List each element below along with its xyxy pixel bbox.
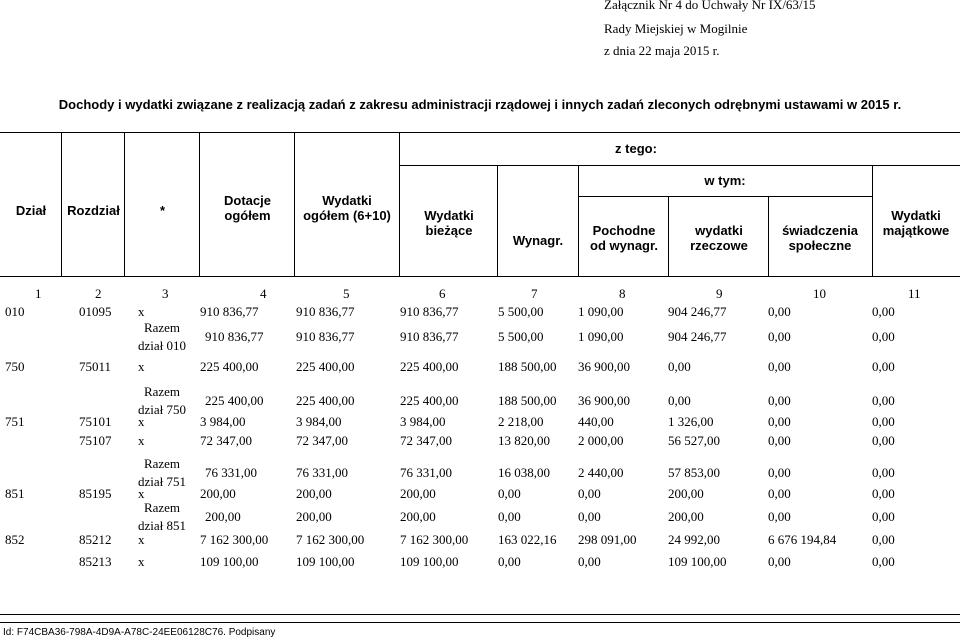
- razem-label-line2: dział 851: [137, 518, 186, 533]
- cell-value: 0,00: [768, 329, 791, 344]
- cell-value: 200,00: [296, 486, 332, 501]
- cell-value: 200,00: [668, 509, 704, 524]
- cell-value: 0,00: [498, 554, 521, 569]
- col-header-wydatki-biezace: Wydatki bieżące: [424, 207, 474, 238]
- cell-value: 0,00: [768, 359, 791, 374]
- razem-label: [124, 320, 200, 353]
- cell-marker: x: [138, 486, 145, 501]
- cell-value: 76 331,00: [400, 465, 452, 480]
- cell-value: 3 984,00: [200, 414, 246, 429]
- cell-value: 910 836,77: [400, 329, 459, 344]
- column-number-11: 11: [908, 286, 921, 301]
- cell-value: 13 820,00: [498, 433, 550, 448]
- col-header-z-tego: z tego:: [615, 140, 657, 156]
- cell-value: 200,00: [200, 486, 236, 501]
- cell-rozdzial: 75011: [79, 359, 112, 374]
- cell-value: 2 440,00: [578, 465, 624, 480]
- cell-value: 1 326,00: [668, 414, 714, 429]
- cell-value: 910 836,77: [200, 304, 259, 319]
- cell-value: 0,00: [872, 393, 895, 408]
- cell-value: 0,00: [872, 465, 895, 480]
- col-header-w-tym: w tym:: [704, 172, 746, 188]
- column-number-7: 7: [531, 286, 538, 301]
- cell-value: 225 400,00: [205, 393, 264, 408]
- cell-value: 0,00: [872, 486, 895, 501]
- cell-value: 0,00: [768, 414, 791, 429]
- razem-label-line1: Razem: [143, 320, 181, 335]
- col-header-pochodne: Pochodne od wynagr.: [590, 223, 658, 253]
- cell-marker: x: [138, 359, 145, 374]
- cell-dzial: 751: [5, 414, 25, 429]
- cell-value: 76 331,00: [205, 465, 257, 480]
- cell-value: 1 090,00: [578, 304, 624, 319]
- cell-value: 1 090,00: [578, 329, 624, 344]
- cell-value: 109 100,00: [296, 554, 355, 569]
- column-number-1: 1: [35, 286, 42, 301]
- cell-value: 0,00: [872, 433, 895, 448]
- cell-value: 36 900,00: [578, 359, 630, 374]
- cell-value: 36 900,00: [578, 393, 630, 408]
- col-header-wydatki-ogolem: Wydatki ogółem (6+10): [303, 192, 391, 223]
- column-number-10: 10: [813, 286, 826, 301]
- cell-value: 0,00: [872, 329, 895, 344]
- col-header-rzeczowe: wydatki rzeczowe: [690, 223, 748, 253]
- cell-rozdzial: 75107: [79, 433, 112, 448]
- razem-label-line1: Razem: [143, 456, 181, 471]
- cell-value: 0,00: [872, 359, 895, 374]
- column-number-6: 6: [439, 286, 446, 301]
- cell-marker: x: [138, 532, 145, 547]
- cell-value: 0,00: [768, 509, 791, 524]
- cell-value: 0,00: [872, 532, 895, 547]
- razem-label: [124, 384, 200, 417]
- cell-value: 0,00: [768, 554, 791, 569]
- cell-value: 5 500,00: [498, 304, 544, 319]
- cell-value: 72 347,00: [296, 433, 348, 448]
- cell-value: 0,00: [498, 486, 521, 501]
- cell-value: 200,00: [400, 509, 436, 524]
- cell-value: 298 091,00: [578, 532, 637, 547]
- col-header-dotacje: Dotacje ogółem: [224, 192, 271, 223]
- cell-value: 910 836,77: [205, 329, 264, 344]
- cell-value: 440,00: [578, 414, 614, 429]
- cell-marker: x: [138, 414, 145, 429]
- razem-label: [124, 500, 200, 533]
- razem-label-line2: dział 750: [137, 402, 186, 417]
- cell-value: 56 527,00: [668, 433, 720, 448]
- column-number-3: 3: [162, 286, 169, 301]
- document-title: Dochody i wydatki związane z realizacją zadań z zakresu administracji rządowej i innych zadań zleconych odrębnymi ustawami w 2015 r.: [58, 97, 902, 112]
- column-number-9: 9: [716, 286, 723, 301]
- cell-value: 225 400,00: [296, 393, 355, 408]
- cell-value: 57 853,00: [668, 465, 720, 480]
- cell-marker: x: [138, 554, 145, 569]
- column-number-2: 2: [95, 286, 102, 301]
- column-number-5: 5: [343, 286, 350, 301]
- cell-value: 0,00: [872, 554, 895, 569]
- cell-value: 2 000,00: [578, 433, 624, 448]
- cell-value: 3 984,00: [296, 414, 342, 429]
- cell-value: 2 218,00: [498, 414, 544, 429]
- cell-value: 0,00: [668, 359, 691, 374]
- cell-value: 0,00: [768, 486, 791, 501]
- cell-value: 3 984,00: [400, 414, 446, 429]
- cell-value: 24 992,00: [668, 532, 720, 547]
- col-header-majatkowe: Wydatki majątkowe: [882, 207, 950, 238]
- cell-value: 0,00: [578, 509, 601, 524]
- cell-value: 109 100,00: [400, 554, 459, 569]
- col-header-wynagr: Wynagr.: [512, 232, 564, 248]
- cell-value: 200,00: [668, 486, 704, 501]
- cell-value: 76 331,00: [296, 465, 348, 480]
- cell-value: 200,00: [205, 509, 241, 524]
- cell-value: 72 347,00: [400, 433, 452, 448]
- razem-label-line1: Razem: [143, 384, 181, 399]
- cell-value: 109 100,00: [200, 554, 259, 569]
- attachment-note-line3: z dnia 22 maja 2015 r.: [604, 43, 720, 58]
- cell-value: 0,00: [768, 304, 791, 319]
- razem-label-line1: Razem: [143, 500, 181, 515]
- col-header-rozdzial: Rozdział: [67, 202, 120, 218]
- cell-value: 0,00: [872, 414, 895, 429]
- cell-rozdzial: 01095: [79, 304, 112, 319]
- cell-rozdzial: 85212: [79, 532, 112, 547]
- cell-value: 0,00: [872, 304, 895, 319]
- cell-value: 910 836,77: [400, 304, 459, 319]
- cell-rozdzial: 85213: [79, 554, 112, 569]
- col-header-star: *: [159, 202, 166, 218]
- cell-value: 72 347,00: [200, 433, 252, 448]
- cell-value: 0,00: [668, 393, 691, 408]
- footer-signature-id: Id: F74CBA36-798A-4D9A-A78C-24EE06128C76. Podpisany: [3, 627, 276, 638]
- cell-dzial: 750: [5, 359, 25, 374]
- cell-value: 188 500,00: [498, 359, 557, 374]
- cell-value: 0,00: [498, 509, 521, 524]
- col-header-dzial: Dział: [15, 202, 47, 218]
- cell-rozdzial: 85195: [79, 486, 112, 501]
- cell-value: 188 500,00: [498, 393, 557, 408]
- cell-dzial: 852: [5, 532, 25, 547]
- attachment-note-line1: Załącznik Nr 4 do Uchwały Nr IX/63/15: [604, 0, 816, 12]
- cell-value: 225 400,00: [400, 393, 459, 408]
- razem-label-line2: dział 751: [137, 474, 186, 489]
- cell-value: 0,00: [872, 509, 895, 524]
- cell-dzial: 010: [5, 304, 25, 319]
- cell-value: 6 676 194,84: [768, 532, 837, 547]
- cell-value: 904 246,77: [668, 329, 727, 344]
- cell-value: 109 100,00: [668, 554, 727, 569]
- attachment-note-line2: Rady Miejskiej w Mogilnie: [604, 21, 748, 36]
- cell-value: 0,00: [768, 433, 791, 448]
- cell-dzial: 851: [5, 486, 25, 501]
- cell-value: 7 162 300,00: [400, 532, 469, 547]
- cell-value: 0,00: [578, 554, 601, 569]
- cell-value: 910 836,77: [296, 329, 355, 344]
- cell-value: 225 400,00: [296, 359, 355, 374]
- cell-value: 0,00: [768, 465, 791, 480]
- cell-marker: x: [138, 304, 145, 319]
- cell-value: 7 162 300,00: [296, 532, 365, 547]
- cell-value: 163 022,16: [498, 532, 557, 547]
- cell-value: 225 400,00: [200, 359, 259, 374]
- cell-value: 5 500,00: [498, 329, 544, 344]
- cell-value: 0,00: [578, 486, 601, 501]
- cell-value: 200,00: [400, 486, 436, 501]
- cell-value: 910 836,77: [296, 304, 355, 319]
- cell-value: 200,00: [296, 509, 332, 524]
- cell-value: 904 246,77: [668, 304, 727, 319]
- col-header-swiadczenia: świadczenia społeczne: [782, 223, 858, 253]
- cell-marker: x: [138, 433, 145, 448]
- cell-value: 7 162 300,00: [200, 532, 269, 547]
- column-number-8: 8: [619, 286, 626, 301]
- razem-label: [124, 456, 200, 489]
- column-number-4: 4: [260, 286, 267, 301]
- cell-rozdzial: 75101: [79, 414, 112, 429]
- razem-label-line2: dział 010: [137, 338, 186, 353]
- cell-value: 0,00: [768, 393, 791, 408]
- cell-value: 16 038,00: [498, 465, 550, 480]
- cell-value: 225 400,00: [400, 359, 459, 374]
